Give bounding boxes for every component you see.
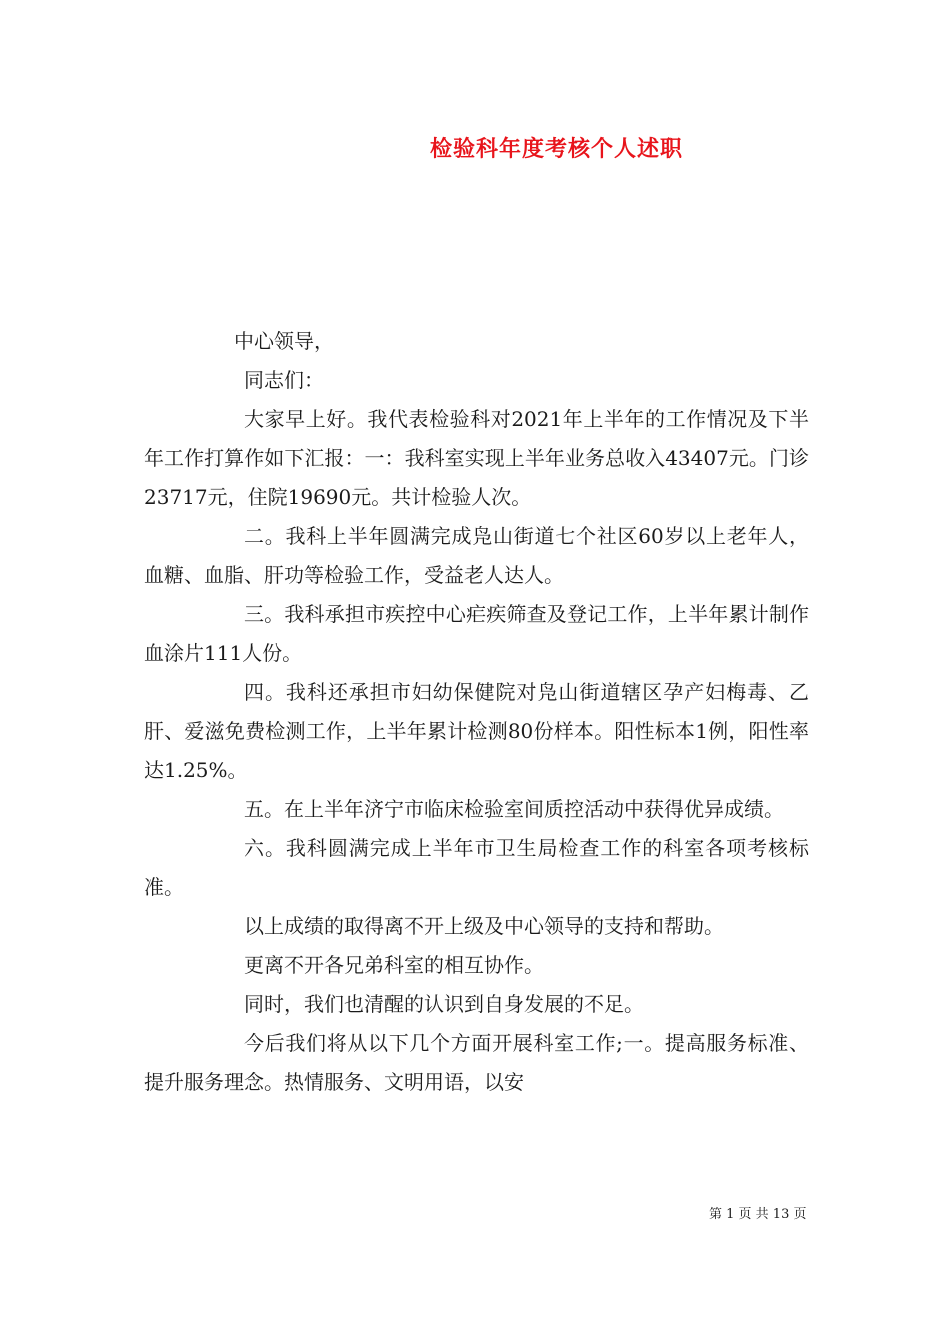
paragraph-opening: 大家早上好。我代表检验科对2021年上半年的工作情况及下半年工作打算作如下汇报：一：我科室实现上半年业务总收入43407元。门诊23717元，住院19690元。共计检验人次。	[144, 407, 809, 509]
paragraph-shortcomings: 同时，我们也清醒的认识到自身发展的不足。	[244, 992, 644, 1016]
paragraph-future-plans: 今后我们将从以下几个方面开展科室工作;一。提高服务标准、提升服务理念。热情服务、文明用语，以安	[144, 1031, 809, 1094]
paragraph-item-2: 二。我科上半年圆满完成凫山街道七个社区60岁以上老年人，血糖、血脂、肝功等检验工作，受益老人达人。	[144, 524, 809, 587]
paragraph-item-6: 六。我科圆满完成上半年市卫生局检查工作的科室各项考核标准。	[144, 836, 809, 899]
salutation-comrades: 同志们：	[244, 368, 324, 392]
document-body	[144, 322, 809, 1102]
paragraph-item-5: 五。在上半年济宁市临床检验室间质控活动中获得优异成绩。	[244, 797, 784, 821]
paragraph-item-3: 三。我科承担市疾控中心疟疾筛查及登记工作，上半年累计制作血涂片111人份。	[144, 602, 809, 665]
paragraph-item-4: 四。我科还承担市妇幼保健院对凫山街道辖区孕产妇梅毒、乙肝、爱滋免费检测工作，上半年累计检测80份样本。阳性标本1例，阳性率达1.25%。	[144, 680, 809, 782]
paragraph-cooperation: 更离不开各兄弟科室的相互协作。	[244, 953, 544, 977]
document-title: 检验科年度考核个人述职	[430, 136, 684, 162]
page-number: 第 1 页 共 13 页	[709, 1207, 807, 1222]
salutation-leaders: 中心领导，	[234, 329, 334, 353]
paragraph-acknowledgement: 以上成绩的取得离不开上级及中心领导的支持和帮助。	[244, 914, 724, 938]
